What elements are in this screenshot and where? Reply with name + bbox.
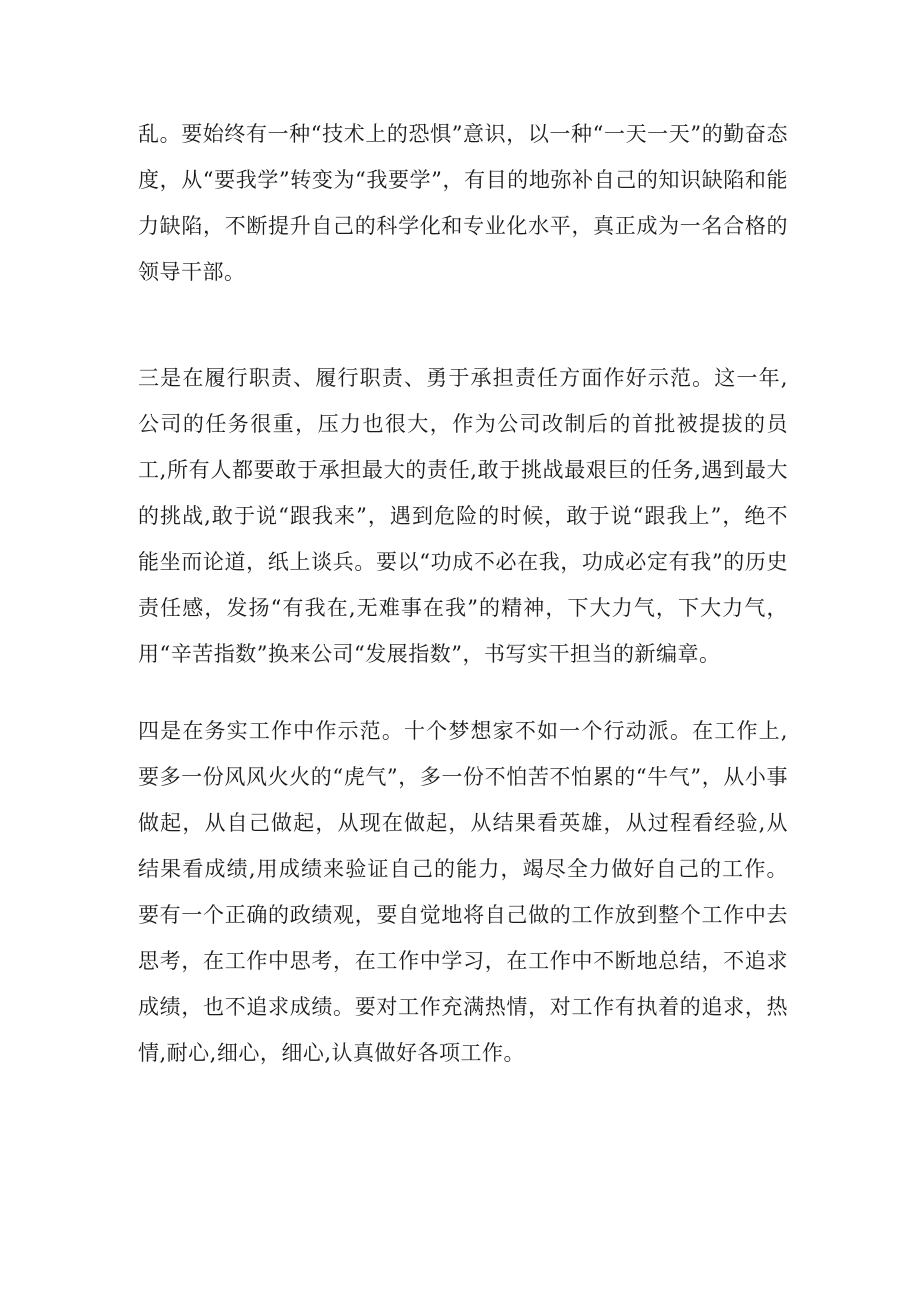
paragraph-2: 三是在履行职责、履行职责、勇于承担责任方面作好示范。这一年,公司的任务很重，压力也很大，作为公司改制后的首批被提拔的员工,所有人都要敢于承担最大的责任,敢于挑战最艰巨的任务,遇到最大的挑战,敢于说“跟我来”，遇到危险的时候，敢于说“跟我上”，绝不能坐而论道，纸上谈兵。要以“功成不必在我，功成必定有我”的历史责任感，发扬“有我在,无难事在我”的精神，下大力气，下大力气，用“辛苦指数”换来公司“发展指数”，书写实干担当的新编章。 [138,366,788,666]
paragraph-1: 乱。要始终有一种“技术上的恐惧”意识，以一种“一天一天”的勤奋态度，从“要我学”转变为“我要学”，有目的地弥补自己的知识缺陷和能力缺陷，不断提升自己的科学化和专业化水平，真正成为一名合格的领导干部。 [138,122,788,284]
paragraph-3: 四是在务实工作中作示范。十个梦想家不如一个行动派。在工作上,要多一份风风火火的“虎气”，多一份不怕苦不怕累的“牛气”，从小事做起，从自己做起，从现在做起，从结果看英雄，从过程看经验,从结果看成绩,用成绩来验证自己的能力，竭尽全力做好自己的工作。要有一个正确的政绩观，要自觉地将自己做的工作放到整个工作中去思考，在工作中思考，在工作中学习，在工作中不断地总结，不追求成绩，也不追求成绩。要对工作充满热情，对工作有执着的追求，热情,耐心,细心，细心,认真做好各项工作。 [138,719,788,1065]
